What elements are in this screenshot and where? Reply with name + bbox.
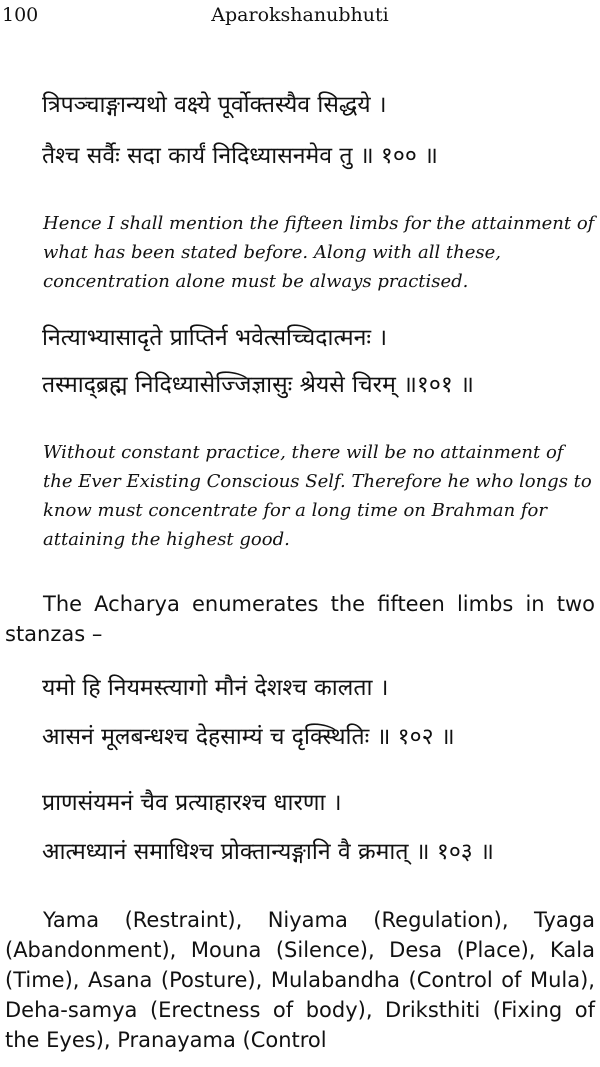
verse-102-line-2: आसनं मूलबन्धश्च देहसाम्यं च दृक्स्थितिः ॥ १०२ ॥ <box>42 724 455 750</box>
verse-101-translation: Without constant practice, there will be no attainment of the Ever Existing Conscious Self. Therefore he who longs to know must concentrate for a long time on Brahman for attaining the highest good. <box>43 442 592 550</box>
verse-101-line-1: नित्याभ्यासादृते प्राप्तिर्न भवेत्सच्चिदात्मनः । <box>42 325 388 351</box>
verse-101-line-2: तस्माद्ब्रह्म निदिध्यासेज्जिज्ञासुः श्रेयसे चिरम् ॥१०१ ॥ <box>42 372 474 398</box>
verse-103-line-2: आत्मध्यानं समाधिश्च प्रोक्तान्यङ्गानि वै क्रमात् ॥ १०३ ॥ <box>42 839 494 865</box>
page-number: 100 <box>2 4 39 26</box>
verse-102-line-1: यमो हि नियमस्त्यागो मौनं देशश्च कालता । <box>42 675 389 701</box>
running-head <box>0 4 600 28</box>
intro-paragraph: The Acharya enumerates the fifteen limbs in two stanzas – <box>5 592 595 646</box>
limbs-paragraph: Yama (Restraint), Niyama (Regulation), Tyaga (Abandonment), Mouna (Silence), Desa (Place), Kala (Time), Asana (Posture), Mulabandha (Control of Mula), Deha-samya (Erectness of body), Driksthiti (Fixing of the Eyes), Pranayama (Control <box>5 908 595 1052</box>
verse-100-line-2: तैश्च सर्वैः सदा कार्यं निदिध्यासनमेव तु ॥ १०० ॥ <box>42 143 438 169</box>
verse-103-line-1: प्राणसंयमनं चैव प्रत्याहारश्च धारणा । <box>42 790 342 816</box>
verse-100-line-1: त्रिपञ्चाङ्गान्यथो वक्ष्ये पूर्वोक्तस्यैव सिद्धये । <box>42 92 387 118</box>
verse-100-translation: Hence I shall mention the fifteen limbs for the attainment of what has been stated before. Along with all these, concentration alone must be always practised. <box>43 213 595 292</box>
running-title: Aparokshanubhuti <box>211 4 389 26</box>
